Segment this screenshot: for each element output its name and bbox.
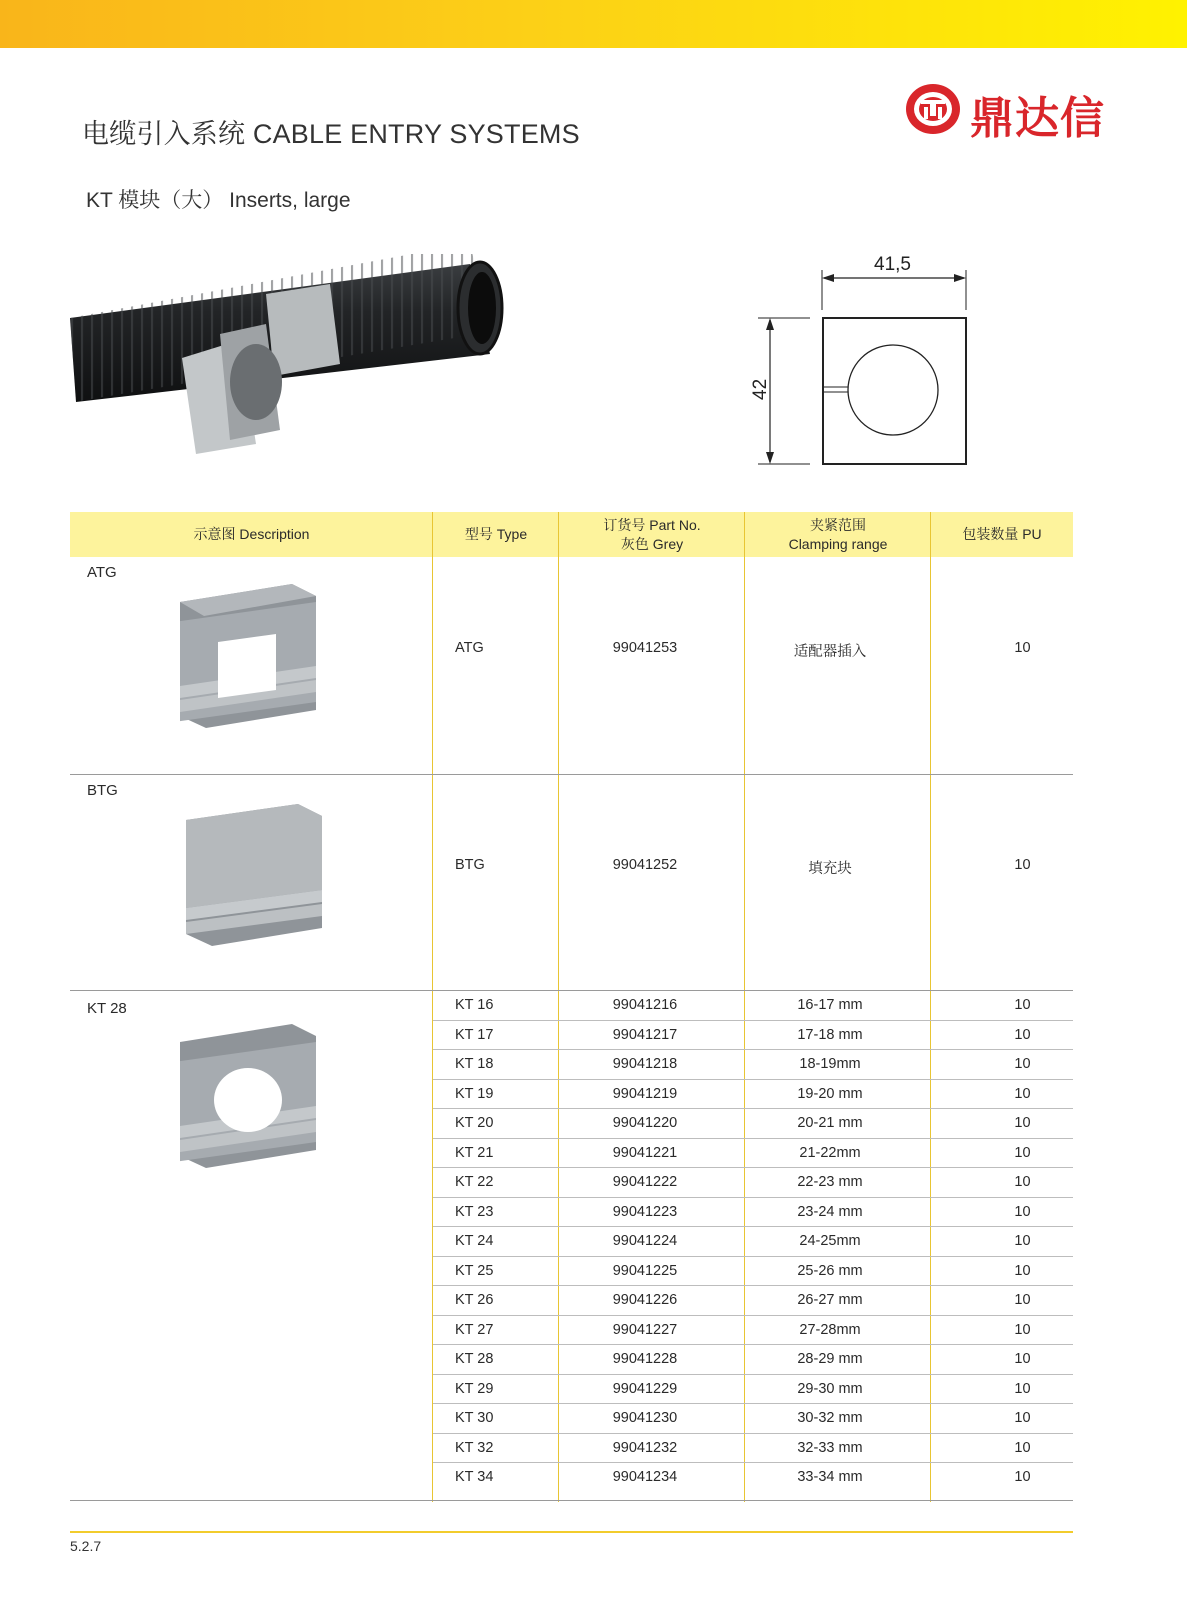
width-dimension-label: 41,5 xyxy=(874,254,911,275)
cell-clamping-range: 26-27 mm xyxy=(797,1292,863,1308)
cell-clamping-range: 17-18 mm xyxy=(797,1026,863,1043)
cell-clamping-range: 29-30 mm xyxy=(797,1380,863,1397)
cell-type: KT 25 xyxy=(455,1262,494,1279)
row-divider xyxy=(433,1226,1073,1227)
cell-clamping-range: 28-29 mm xyxy=(797,1351,863,1367)
cell-part-no: 99041224 xyxy=(612,1233,678,1249)
cell-clamping-range: 23-24 mm xyxy=(797,1203,863,1220)
row-divider xyxy=(433,1138,1073,1139)
cell-pu: 10 xyxy=(1014,1174,1031,1190)
cell-clamping-range: 填充块 xyxy=(808,861,852,877)
cell-clamping-range: 27-28mm xyxy=(799,1321,861,1338)
cell-part-no: 99041230 xyxy=(612,1410,678,1426)
cell-part-no: 99041228 xyxy=(612,1351,678,1367)
cell-pu: 10 xyxy=(1014,1439,1031,1456)
cell-part-no: 99041220 xyxy=(612,1115,678,1131)
page-number: 5.2.7 xyxy=(70,1538,102,1554)
cell-pu: 10 xyxy=(1014,1026,1031,1043)
insert-btg-image xyxy=(180,804,330,954)
cell-pu: 10 xyxy=(1014,1469,1031,1485)
page-subtitle: KT 模块（大） Inserts, large xyxy=(86,189,351,212)
cell-pu: 10 xyxy=(1014,1321,1031,1338)
cell-part-no: 99041219 xyxy=(612,1085,678,1102)
cell-clamping-range: 33-34 mm xyxy=(797,1469,863,1485)
cell-pu: 10 xyxy=(1014,1203,1031,1220)
cell-clamping-range: 25-26 mm xyxy=(797,1262,863,1279)
brand-name: 鼎达信 xyxy=(970,93,1105,144)
row-divider xyxy=(433,1256,1073,1257)
cell-type: KT 23 xyxy=(455,1203,494,1220)
height-dimension-label: 42 xyxy=(750,378,771,400)
cell-part-no: 99041217 xyxy=(612,1026,678,1043)
cell-part-no: 99041218 xyxy=(612,1056,678,1072)
cell-type: KT 16 xyxy=(455,997,494,1013)
cell-part-no: 99041252 xyxy=(612,857,678,873)
header-clamping-range: 夹紧范围 Clamping range xyxy=(788,516,888,552)
header-pu: 包装数量 PU xyxy=(962,526,1042,542)
cell-clamping-range: 24-25mm xyxy=(799,1233,861,1249)
insert-atg-image xyxy=(174,582,324,732)
cell-clamping-range: 18-19mm xyxy=(799,1056,861,1072)
cell-type: KT 24 xyxy=(455,1233,494,1249)
top-color-band xyxy=(0,0,1187,48)
cell-part-no: 99041221 xyxy=(612,1144,678,1161)
cell-pu: 10 xyxy=(1014,997,1031,1013)
dimension-drawing xyxy=(740,250,1000,480)
cell-clamping-range: 16-17 mm xyxy=(797,997,863,1013)
cell-part-no: 99041226 xyxy=(612,1292,678,1308)
cell-type: KT 21 xyxy=(455,1144,494,1161)
group-label-atg: ATG xyxy=(87,564,117,581)
cell-type: KT 19 xyxy=(455,1085,494,1102)
row-divider xyxy=(433,1344,1073,1345)
cell-pu: 10 xyxy=(1014,1351,1031,1367)
cell-type: KT 30 xyxy=(455,1410,494,1426)
cell-pu: 10 xyxy=(1014,1056,1031,1072)
cell-pu: 10 xyxy=(1014,1115,1031,1131)
product-photo-conduit xyxy=(70,254,510,468)
row-divider xyxy=(433,1167,1073,1168)
column-divider xyxy=(432,512,433,1502)
cell-pu: 10 xyxy=(1014,1144,1031,1161)
row-divider xyxy=(433,1020,1073,1021)
cell-pu: 10 xyxy=(1014,1085,1031,1102)
cell-pu: 10 xyxy=(1014,640,1031,656)
cell-type: KT 22 xyxy=(455,1174,494,1190)
cell-type: KT 27 xyxy=(455,1321,494,1338)
cell-type: KT 32 xyxy=(455,1439,494,1456)
brand-emblem-icon xyxy=(904,82,962,136)
cell-clamping-range: 22-23 mm xyxy=(797,1174,863,1190)
cell-type: ATG xyxy=(455,640,484,656)
brand-logo xyxy=(904,80,1134,144)
cell-pu: 10 xyxy=(1014,1380,1031,1397)
cell-type: KT 29 xyxy=(455,1380,494,1397)
cell-pu: 10 xyxy=(1014,1410,1031,1426)
column-divider xyxy=(558,512,559,1502)
footer-line xyxy=(70,1531,1073,1533)
group-divider xyxy=(70,990,1073,991)
cell-clamping-range: 30-32 mm xyxy=(797,1410,863,1426)
row-divider xyxy=(433,1433,1073,1434)
row-divider xyxy=(433,1285,1073,1286)
row-divider xyxy=(433,1197,1073,1198)
cell-type: KT 18 xyxy=(455,1056,494,1072)
cell-pu: 10 xyxy=(1014,1292,1031,1308)
cell-part-no: 99041234 xyxy=(612,1469,678,1485)
cell-type: KT 20 xyxy=(455,1115,494,1131)
insert-kt28-image xyxy=(174,1022,324,1172)
group-label-btg: BTG xyxy=(87,782,118,799)
row-divider xyxy=(433,1374,1073,1375)
cell-part-no: 99041227 xyxy=(612,1321,678,1338)
cell-clamping-range: 19-20 mm xyxy=(797,1085,863,1102)
cell-type: KT 17 xyxy=(455,1026,494,1043)
cell-clamping-range: 32-33 mm xyxy=(797,1439,863,1456)
row-divider xyxy=(433,1403,1073,1404)
cell-clamping-range: 21-22mm xyxy=(799,1144,861,1161)
cell-type: KT 26 xyxy=(455,1292,494,1308)
cell-type: KT 34 xyxy=(455,1469,494,1485)
header-part-no: 订货号 Part No. 灰色 Grey xyxy=(603,516,701,552)
cell-part-no: 99041223 xyxy=(612,1203,678,1220)
column-divider xyxy=(930,512,931,1502)
cell-pu: 10 xyxy=(1014,1262,1031,1279)
group-divider xyxy=(70,774,1073,775)
row-divider xyxy=(433,1049,1073,1050)
cell-type: BTG xyxy=(455,857,485,873)
cell-part-no: 99041222 xyxy=(612,1174,678,1190)
row-divider xyxy=(433,1108,1073,1109)
row-divider xyxy=(433,1079,1073,1080)
cell-part-no: 99041253 xyxy=(612,640,678,656)
group-label-kt28: KT 28 xyxy=(87,1000,127,1017)
cell-part-no: 99041229 xyxy=(612,1380,678,1397)
column-divider xyxy=(744,512,745,1502)
cell-pu: 10 xyxy=(1014,1233,1031,1249)
row-divider xyxy=(433,1462,1073,1463)
table-header xyxy=(70,512,1073,557)
header-type: 型号 Type xyxy=(464,526,528,542)
cell-type: KT 28 xyxy=(455,1351,494,1367)
cell-clamping-range: 20-21 mm xyxy=(797,1115,863,1131)
cell-clamping-range: 适配器插入 xyxy=(793,644,867,660)
header-description: 示意图 Description xyxy=(193,526,310,542)
cell-part-no: 99041232 xyxy=(612,1439,678,1456)
cell-part-no: 99041225 xyxy=(612,1262,678,1279)
page-title: 电缆引入系统 CABLE ENTRY SYSTEMS xyxy=(82,119,580,149)
row-divider xyxy=(433,1315,1073,1316)
cell-pu: 10 xyxy=(1014,857,1031,873)
cell-part-no: 99041216 xyxy=(612,997,678,1013)
table-bottom-line xyxy=(70,1500,1073,1501)
